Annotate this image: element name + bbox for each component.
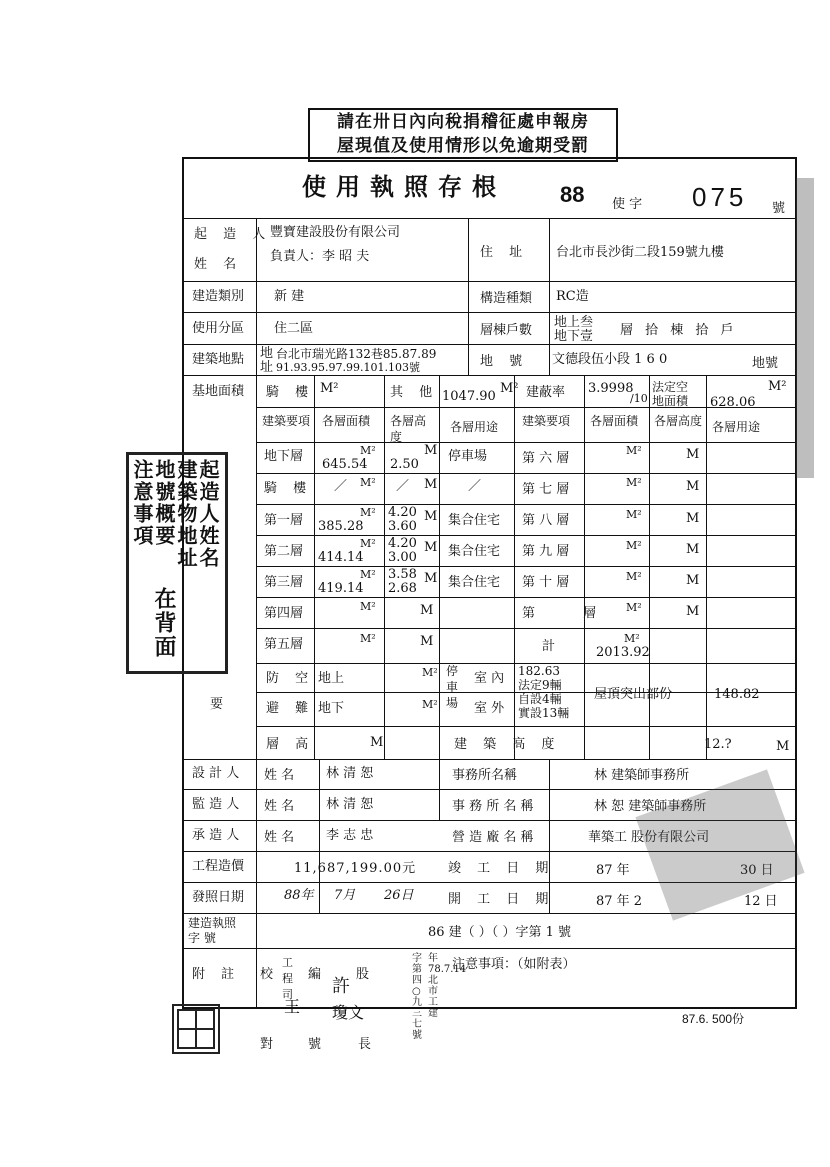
permit-suffix: 號 [772,201,786,216]
supervisor-label: 監 造 人 [192,797,240,812]
applicant-responsible: 負責人：李 昭 夫 [270,249,370,264]
type-label: 建造類別 [192,289,245,304]
floor-name: 第三層 [264,575,304,590]
coverage-label: 建蔽率 [526,385,566,400]
remarks-number: 號 [308,1037,322,1052]
start-date-year: 87 年 2 [596,894,643,909]
unit-m2: M² [360,444,376,457]
unit-m: M [686,573,700,588]
unit-m2: M² [360,632,376,645]
issue-date-month: 7月 [334,888,356,903]
issue-date-year: 88年 [284,888,314,903]
notice-box [308,108,618,162]
unit-m: M [424,540,438,555]
contractor-name-label: 姓 名 [264,830,295,845]
base-area-label: 基地面積 [192,384,245,399]
unit-m2: M² [624,632,640,645]
unit-m2: M² [360,537,376,550]
notice-line-2: 屋現值及使用情形以免逾期受罰 [337,136,589,156]
hdr-use-right: 各層用途 [712,420,761,434]
applicant-company: 豐寶建設股份有限公司 [270,225,401,240]
unit-m: M [424,443,438,458]
official-seal [172,1004,220,1054]
site-label: 建築地點 [192,352,245,367]
building-height-label: 建 築 高 度 [454,737,561,752]
unit-m: M [424,571,438,586]
floor-height: ／ [396,479,410,494]
arcade-unit: M² [320,381,339,396]
unit-m: M [686,511,700,526]
cost-value: 11,687,199.00元 [294,861,417,876]
shelter-below: 地下 [318,701,345,716]
unit-m2: M² [626,539,642,552]
permit-value: 86 建（ ）（ ）字第 1 號 [428,925,571,940]
applicant-label: 起 造 人 [194,227,272,242]
designer-label: 設 計 人 [192,766,240,781]
floor-area: 385.28 [318,519,364,534]
lot-label: 地 號 [480,354,529,369]
remarks-ref-1: 字第四○九三七號 [412,953,422,1041]
cost-label: 工程造價 [192,859,245,874]
unit-m: M [424,477,438,492]
unit-m2: M² [626,444,642,457]
floors-count: 層 拾 棟 拾 戶 [620,323,738,338]
coverage-suffix: /10 [630,392,648,405]
struct-label: 構造種類 [480,291,533,306]
stamp-col-2: 建築物地址 [174,459,198,569]
floor-height-1: 3.58 [388,567,417,582]
other-unit: M² [500,381,519,396]
completion-date-day: 30 日 [740,863,774,878]
contractor-office: 華築工 股份有限公司 [588,830,710,845]
unit-m2: M² [360,600,376,613]
floor-use: 集合住宅 [448,575,501,590]
unit-m2: M² [360,506,376,519]
roof-value: 148.82 [714,687,760,702]
floor-name-right: 第 六 層 [522,451,570,466]
floor-name: 第一層 [264,513,304,528]
floor-name: 第四層 [264,606,304,621]
completion-date-year: 87 年 [596,863,630,878]
supervisor-name-label: 姓 名 [264,799,295,814]
unit-m2: M² [626,601,642,614]
arcade-label: 騎 樓 [266,385,315,400]
permit-year: 88 [560,182,585,207]
hdr-area-left: 各層面積 [322,414,371,428]
scan-artifact [796,178,814,478]
unit-m2: M² [422,698,438,711]
designer-office: 林 建築師事務所 [594,768,690,783]
contractor-label: 承 造 人 [192,828,240,843]
open-value: 628.06 [710,395,756,410]
permit-number: 075 [692,182,748,212]
unit-m: M [424,509,438,524]
remarks-chief: 長 [358,1037,372,1052]
remarks-label: 附 註 [192,967,241,982]
unit-m: M [686,542,700,557]
building-height-value: 12.? [704,737,732,752]
unit-m: M [370,735,384,750]
open-label-1: 法定空 [652,380,689,394]
unit-m2: M² [626,476,642,489]
floor-area: 414.14 [318,550,364,565]
designer-office-label: 事務所名稱 [452,768,518,783]
hdr-item-left: 建築要項 [262,414,311,428]
open-unit: M² [768,379,787,394]
contractor-name: 李 志 忠 [326,828,374,843]
site-side-1: 地 [260,346,274,361]
open-label-2: 地面積 [652,394,689,408]
story-height-label: 層 高 [266,737,315,752]
permit-char-label: 使 字 [612,197,643,212]
stamp-back: 在背面 [151,587,177,659]
other-label: 其 他 [390,385,439,400]
remarks-edit: 編 [308,967,322,982]
floor-use: 集合住宅 [448,544,501,559]
floors-label: 層棟戶數 [480,323,533,338]
shelter-label-1: 防 空 [266,671,315,686]
hdr-area-right: 各層面積 [590,414,639,428]
unit-m: M [420,634,434,649]
remarks-check: 校 [260,967,274,982]
supervisor-office: 林 恕 建築師事務所 [594,799,707,814]
floor-use: 停車場 [448,449,488,464]
unit-m: M [776,739,790,754]
shelter-label-2: 避 難 [266,701,315,716]
permit-label-2: 字 號 [188,931,216,945]
parking-self: 自設4輛 [518,692,562,706]
floor-height-2: 3.00 [388,550,417,565]
roof-label: 屋頂突出部份 [594,687,673,702]
zone-label: 使用分區 [192,321,245,336]
unit-m2: M² [626,570,642,583]
floor-name-right: 第 層 [522,606,619,621]
remarks-engineer: 工程司 [282,956,293,1001]
remarks-ref-2: 年78.7.14北市工建 [428,953,467,1019]
floor-name: 地下層 [264,449,304,464]
designer-name-label: 姓 名 [264,768,295,783]
zone-value: 住二區 [274,321,314,336]
floor-area: 645.54 [322,457,368,472]
remarks-verify: 對 [260,1037,274,1052]
permit-label-1: 建造執照 [188,916,237,930]
remarks-section: 股 [356,967,370,982]
lot-value: 文德段伍小段 1 6 0 [552,352,668,367]
struct-value: RC造 [556,289,589,304]
parking-label: 停車場 [446,664,459,710]
floor-use: 集合住宅 [448,513,501,528]
print-footer: 87.6. 500份 [682,1012,745,1026]
floor-name: 第五層 [264,637,304,652]
hdr-height-left: 各層高度 [390,414,427,444]
floor-area: 419.14 [318,581,364,596]
floor-name: 第二層 [264,544,304,559]
floor-name-right: 第 七 層 [522,482,570,497]
stamp-col-4: 注意事項 [130,459,154,547]
coverage-value: 3.9998 [588,381,634,396]
site-line-2: 91.93.95.97.99.101.103號 [276,361,420,374]
floor-name-right: 第 九 層 [522,544,570,559]
unit-m2: M² [422,666,438,679]
unit-m: M [686,447,700,462]
notice-line-1: 請在卅日內向稅捐稽征處申報房 [337,112,589,132]
lot-suffix: 地號 [752,356,779,371]
remarks-engineer-sign: 王 [284,997,301,1016]
contractor-office-label: 營 造 廠 名 稱 [452,830,534,845]
site-line-1: 台北市瑞光路132巷85.87.89 [276,347,437,361]
unit-m: M [686,604,700,619]
hdr-use-left: 各層用途 [450,420,499,434]
floor-height-1: 4.20 [388,505,417,520]
floors-below: 地下壹 [554,329,594,344]
applicant-name-label: 姓 名 [194,257,243,272]
floor-name-right: 第 十 層 [522,575,570,590]
floors-above: 地上叁 [554,315,594,330]
total-label: 計 [542,639,556,654]
start-date-label: 開 工 日 期 [448,892,555,907]
designer-name: 林 清 恕 [326,766,374,781]
address-label: 住 址 [480,245,529,260]
stamp-col-1: 起造人姓名 [196,459,220,569]
seal-icon [174,1006,218,1052]
unit-m2: M² [360,568,376,581]
floor-use: ／ [468,479,482,494]
start-date-day: 12 日 [744,894,778,909]
issue-date-day: 26日 [384,888,414,903]
applicant-address: 台北市長沙街二段159號九樓 [556,245,724,260]
shelter-above: 地上 [318,671,345,686]
remarks-signature-1: 許 [332,976,350,997]
hdr-height-right: 各層高度 [654,414,703,428]
parking-area: 182.63 [518,664,560,678]
floor-area: ／ [334,479,348,494]
unit-m: M [420,603,434,618]
instruction-stamp [126,452,228,674]
form-title: 使用執照存根 [302,172,506,201]
other-value: 1047.90 [442,389,496,404]
parking-outdoor: 室 外 [474,701,505,716]
floor-height-1: 4.20 [388,536,417,551]
floor-name-right: 第 八 層 [522,513,570,528]
parking-indoor: 室 內 [474,671,505,686]
unit-m2: M² [626,508,642,521]
supervisor-office-label: 事 務 所 名 稱 [452,799,534,814]
parking-actual: 實設13輛 [518,706,570,720]
supervisor-name: 林 清 恕 [326,797,374,812]
type-value: 新 建 [274,289,305,304]
total-value: 2013.92 [596,645,650,660]
site-side-2: 址 [260,360,274,375]
stamp-col-3: 地號概要 [152,459,176,547]
issue-date-label: 發照日期 [192,890,245,905]
remarks-note: 注意事項：（如附表） [452,957,576,972]
floor-height-2: 2.68 [388,581,417,596]
unit-m: M [686,479,700,494]
completion-date-label: 竣 工 日 期 [448,861,555,876]
parking-legal: 法定9輛 [518,678,562,692]
floor-name: 騎 樓 [264,481,313,496]
summary-side-label: 要 [210,697,224,712]
floor-height: 2.50 [390,457,419,472]
hdr-item-right: 建築要項 [522,414,571,428]
unit-m2: M² [360,476,376,489]
remarks-signature-2: 瓊文 [332,1003,365,1022]
floor-height-2: 3.60 [388,519,417,534]
